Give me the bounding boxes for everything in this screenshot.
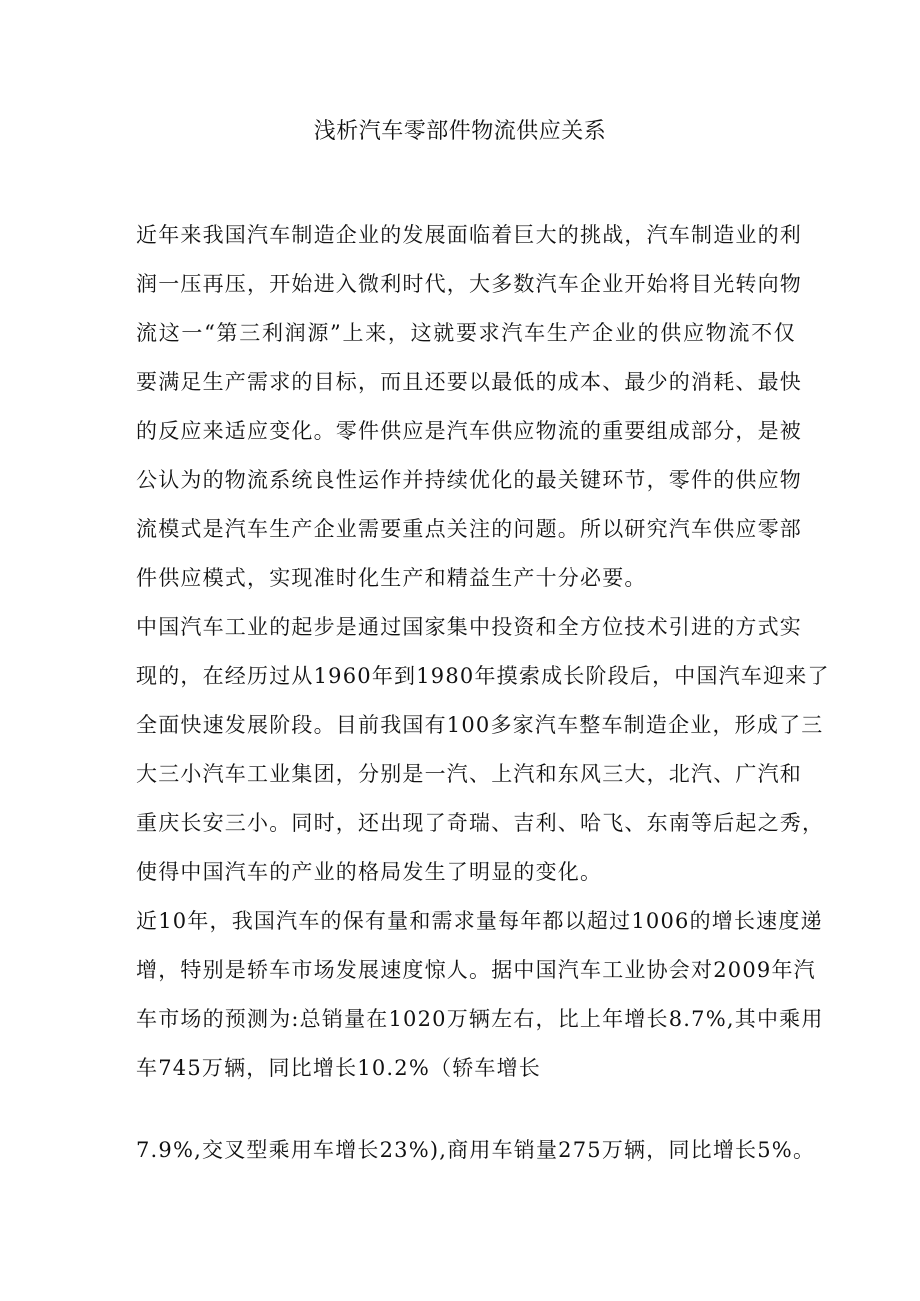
document-body (136, 211, 830, 1175)
text-line: 7.9%,交叉型乘用车增长23%),商用车销量275万辆，同比增长5%。 (136, 1138, 816, 1162)
text-line: 全面快速发展阶段。目前我国有100多家汽车整车制造企业，形成了三 (136, 713, 824, 737)
text-line: 件供应模式，实现准时化生产和精益生产十分必要。 (136, 566, 647, 590)
text-line: 车745万辆，同比增长10.2%（轿车增长 (136, 1056, 541, 1080)
text-line: 使得中国汽车的产业的格局发生了明显的变化。 (136, 860, 603, 884)
text-line: 的反应来适应变化。零件供应是汽车供应物流的重要组成部分，是被 (136, 419, 802, 443)
text-line: 近10年，我国汽车的保有量和需求量每年都以超过1006的增长速度递 (136, 909, 823, 933)
text-line: 现的，在经历过从1960年到1980年摸索成长阶段后，中国汽车迎来了 (136, 664, 830, 688)
document-title: 浅析汽车零部件物流供应关系 (313, 119, 607, 144)
text-line: 中国汽车工业的起步是通过国家集中投资和全方位技术引进的方式实 (136, 615, 802, 639)
text-line: 流这一“第三利润源”上来，这就要求汽车生产企业的供应物流不仅 (136, 321, 796, 345)
text-line: 车市场的预测为:总销量在1020万辆左右，比上年增长8.7%,其中乘用 (136, 1007, 824, 1031)
text-line: 增，特别是轿车市场发展速度惊人。据中国汽车工业协会对2009年汽 (136, 958, 816, 982)
text-line: 流模式是汽车生产企业需要重点关注的问题。所以研究汽车供应零部 (136, 517, 802, 541)
text-line: 公认为的物流系统良性运作并持续优化的最关键环节，零件的供应物 (136, 468, 802, 492)
text-line: 要满足生产需求的目标，而且还要以最低的成本、最少的消耗、最快 (136, 370, 802, 394)
text-line: 润一压再压，开始进入微利时代，大多数汽车企业开始将目光转向物 (136, 272, 802, 296)
text-line: 重庆长安三小。同时，还出现了奇瑞、吉利、哈飞、东南等后起之秀， (136, 811, 825, 835)
text-line: 大三小汽车工业集团，分别是一汽、上汽和东风三大，北汽、广汽和 (136, 762, 802, 786)
text-line: 近年来我国汽车制造企业的发展面临着巨大的挑战，汽车制造业的利 (136, 223, 802, 247)
